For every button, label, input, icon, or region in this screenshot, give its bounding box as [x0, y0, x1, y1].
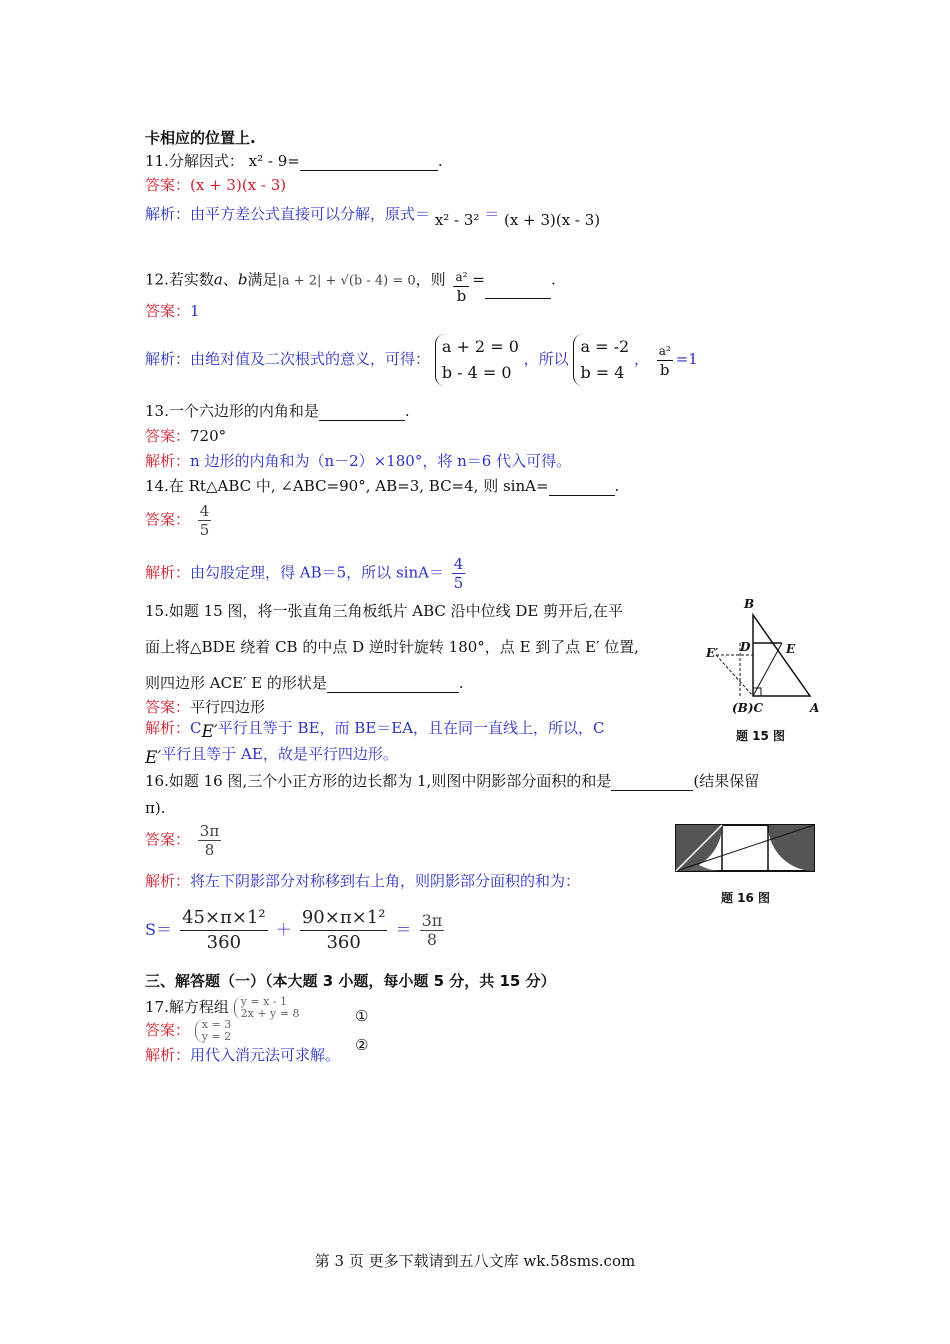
q15-end: .	[458, 674, 464, 692]
q13-answer-value: 720°	[190, 427, 227, 445]
q12-analysis-text: 由绝对值及二次根式的意义，可得：	[190, 350, 431, 368]
q16-line1	[145, 771, 759, 791]
q11-eq: =	[287, 152, 300, 170]
q16-frac-2	[300, 906, 388, 955]
q14-stem	[145, 476, 619, 496]
q12-comma: ，	[633, 350, 649, 368]
q13-analysis-text: n 边形的内角和为（n－2）×180°，将 n＝6 代入可得。	[190, 452, 572, 470]
q15-line1: 15.如题 15 图，将一张直角三角板纸片 ABC 沿中位线 DE 剪开后,在平	[145, 602, 623, 620]
answer-label: 答案：	[145, 302, 191, 320]
q12-res-eq: =1	[675, 350, 698, 368]
q12-sys1-line2: b - 4 = 0	[441, 363, 512, 382]
q16-ans-num: 3π	[199, 822, 220, 840]
q12-res-num: a²	[657, 342, 673, 361]
q11-analysis-expr1: x² - 3²	[434, 211, 480, 229]
q17-stem	[145, 996, 299, 1020]
answer-label: 答案：	[145, 830, 191, 849]
q14-an-num: 4	[453, 555, 464, 573]
analysis-label: 解析：	[145, 452, 191, 470]
q11-analysis-eq: ＝	[484, 205, 500, 223]
analysis-label: 解析：	[145, 205, 191, 223]
analysis-label: 解析：	[145, 350, 191, 368]
q14-answer-fraction	[198, 502, 212, 539]
intro-line: 卡相应的位置上.	[145, 129, 256, 147]
q16-f1-num: 45×π×1²	[180, 906, 268, 931]
q17-stem-text: 17.解方程组	[145, 998, 229, 1016]
analysis-label: 解析：	[145, 719, 191, 737]
q12-frac-den: b	[456, 287, 467, 305]
q15-analysis-eprime-2: E′	[145, 748, 162, 768]
q12-system-1	[435, 334, 519, 386]
fig15-label-bc: (B)C	[732, 701, 764, 715]
q13-analysis	[145, 451, 571, 471]
q11-analysis-expr2: (x + 3)(x - 3)	[504, 211, 601, 229]
q12-so: ，所以	[523, 350, 569, 368]
q12-stem-b: 满足	[247, 270, 278, 289]
q17-mark-1: ①	[355, 1007, 369, 1025]
q12-analysis	[145, 334, 698, 386]
q12-condition: |a + 2| + √(b - 4) = 0	[277, 273, 416, 289]
q16-ans-den: 8	[204, 841, 215, 859]
q14-answer	[145, 502, 214, 539]
q12-answer	[145, 301, 200, 321]
q17-analysis-text: 用代入消元法可求解。	[190, 1046, 341, 1064]
q12-frac-num: a²	[453, 268, 469, 287]
analysis-label: 解析：	[145, 1046, 191, 1064]
q11-stem-text: 11.分解因式：	[145, 152, 244, 170]
q12-stem-c: ，则	[415, 270, 446, 289]
q12-eq: =	[472, 270, 485, 289]
q16-answer	[145, 822, 224, 859]
q15-line2: 面上将△BDE 绕着 CB 的中点 D 逆时针旋转 180°，点 E 到了点 E′ 位置,	[145, 638, 639, 656]
q11-stem	[145, 151, 443, 171]
analysis-label: 解析：	[145, 872, 191, 890]
q14-ans-den: 5	[199, 521, 210, 539]
fig15-label-d: D	[740, 640, 751, 654]
q15-analysis-1	[145, 718, 605, 742]
q15-analysis-eprime-1: E′	[201, 722, 218, 742]
q16-f2-den: 360	[326, 932, 361, 953]
q15-analysis-2	[145, 744, 398, 768]
q13-stem-text: 13.一个六边形的内角和是	[145, 402, 319, 420]
q14-analysis	[145, 555, 468, 592]
q17-eq1: y = x - 1	[240, 995, 287, 1008]
q17-system	[234, 996, 300, 1020]
q11-blank	[300, 154, 438, 171]
answer-label: 答案：	[145, 176, 191, 194]
q12-blank	[485, 282, 551, 299]
page-footer: 第 3 页 更多下载请到五八文库 wk.58sms.com	[314, 1252, 636, 1270]
q11-answer-value: (x + 3)(x - 3)	[190, 176, 287, 194]
q15-answer	[145, 697, 265, 717]
q12-sep: 、	[222, 270, 238, 289]
q16-line1-text: 16.如题 16 图,三个小正方形的边长都为 1,则图中阴影部分面积的和是	[145, 772, 612, 790]
fig15-label-e: E	[786, 642, 796, 656]
q12-end: .	[551, 270, 556, 289]
q17-answer	[145, 1019, 231, 1043]
q12-fraction	[453, 268, 469, 305]
q12-answer-value: 1	[190, 302, 200, 320]
q16-f3-den: 8	[426, 930, 438, 949]
q13-blank	[319, 404, 405, 421]
fig15-label-eprime: E′	[706, 646, 719, 660]
q14-end: .	[614, 477, 620, 495]
q11-answer	[145, 175, 286, 195]
q12-var-a: a	[213, 270, 223, 289]
q16-formula	[145, 906, 447, 955]
q11-expr: x² - 9	[248, 152, 288, 170]
answer-label: 答案：	[145, 698, 191, 716]
q12-stem-a: 12.若实数	[145, 270, 214, 289]
q16-answer-fraction	[198, 822, 221, 859]
q15-analysis-text-c: 平行且等于 AE，故是平行四边形。	[161, 745, 398, 763]
q16-frac-1	[180, 906, 268, 955]
q14-an-den: 5	[453, 574, 464, 592]
q14-analysis-fraction	[452, 555, 466, 592]
q15-line3-text: 则四边形 ACE′ E 的形状是	[145, 674, 327, 692]
figure-15	[700, 595, 835, 750]
fig15-label-b: B	[744, 597, 755, 611]
answer-label: 答案：	[145, 1021, 191, 1039]
q12-sys1-line1: a + 2 = 0	[441, 337, 519, 356]
q13-end: .	[404, 402, 410, 420]
q12-result-fraction	[657, 342, 673, 379]
answer-label: 答案：	[145, 510, 191, 529]
q16-f2-num: 90×π×1²	[300, 906, 388, 931]
analysis-label: 解析：	[145, 563, 191, 582]
figure-16	[673, 822, 815, 912]
q16-analysis	[145, 871, 580, 891]
q11-end: .	[437, 152, 443, 170]
q17-answer-system	[195, 1019, 231, 1043]
q16-plus: ＋	[275, 920, 292, 939]
fig15-caption: 题 15 图	[736, 729, 786, 743]
q16-f3-num: 3π	[421, 911, 443, 930]
q14-ans-num: 4	[199, 502, 210, 520]
q12-var-b: b	[237, 270, 248, 289]
q16-line1-end: (结果保留	[693, 772, 760, 790]
fig16-caption: 题 16 图	[721, 891, 771, 905]
q12-stem	[145, 262, 556, 305]
q14-analysis-text: 由勾股定理，得 AB＝5，所以 sinA＝	[190, 563, 444, 582]
q13-answer	[145, 426, 226, 446]
q12-res-den: b	[659, 360, 670, 379]
q17-analysis	[145, 1045, 340, 1065]
q12-system-2	[573, 334, 629, 386]
q16-analysis-text: 将左下阴影部分对称移到右上角，则阴影部分面积的和为：	[190, 872, 581, 890]
q15-blank	[327, 676, 459, 693]
q14-stem-text: 14.在 Rt△ABC 中, ∠ABC=90°, AB=3, BC=4, 则 sinA=	[145, 477, 549, 495]
q17-mark-2: ②	[355, 1036, 369, 1054]
q12-sys2-line1: a = -2	[580, 337, 630, 356]
q16-line2: π).	[145, 799, 166, 817]
q14-blank	[549, 479, 615, 496]
q16-formula-s: S＝	[145, 920, 172, 939]
q16-frac-3	[420, 912, 445, 949]
q13-stem	[145, 401, 410, 421]
q16-f1-den: 360	[206, 932, 242, 953]
q16-eq: ＝	[395, 920, 412, 939]
q15-answer-value: 平行四边形	[190, 698, 266, 716]
q17-ans1: x = 3	[201, 1018, 232, 1031]
q11-analysis-text: 由平方差公式直接可以分解，原式＝	[190, 205, 431, 223]
section3-heading: 三、解答题（一）（本大题 3 小题，每小题 5 分，共 15 分）	[145, 972, 556, 990]
fig15-label-a: A	[810, 701, 820, 715]
q12-sys2-line2: b = 4	[580, 363, 625, 382]
q15-line3	[145, 673, 464, 693]
q15-analysis-c: C	[190, 719, 202, 737]
q16-blank	[611, 774, 693, 791]
q17-ans2: y = 2	[201, 1030, 232, 1043]
q11-analysis	[145, 204, 601, 229]
answer-label: 答案：	[145, 427, 191, 445]
q17-eq2: 2x + y = 8	[240, 1007, 300, 1020]
q15-analysis-text-b: 平行且等于 BE，而 BE＝EA，且在同一直线上，所以，C	[217, 719, 605, 737]
